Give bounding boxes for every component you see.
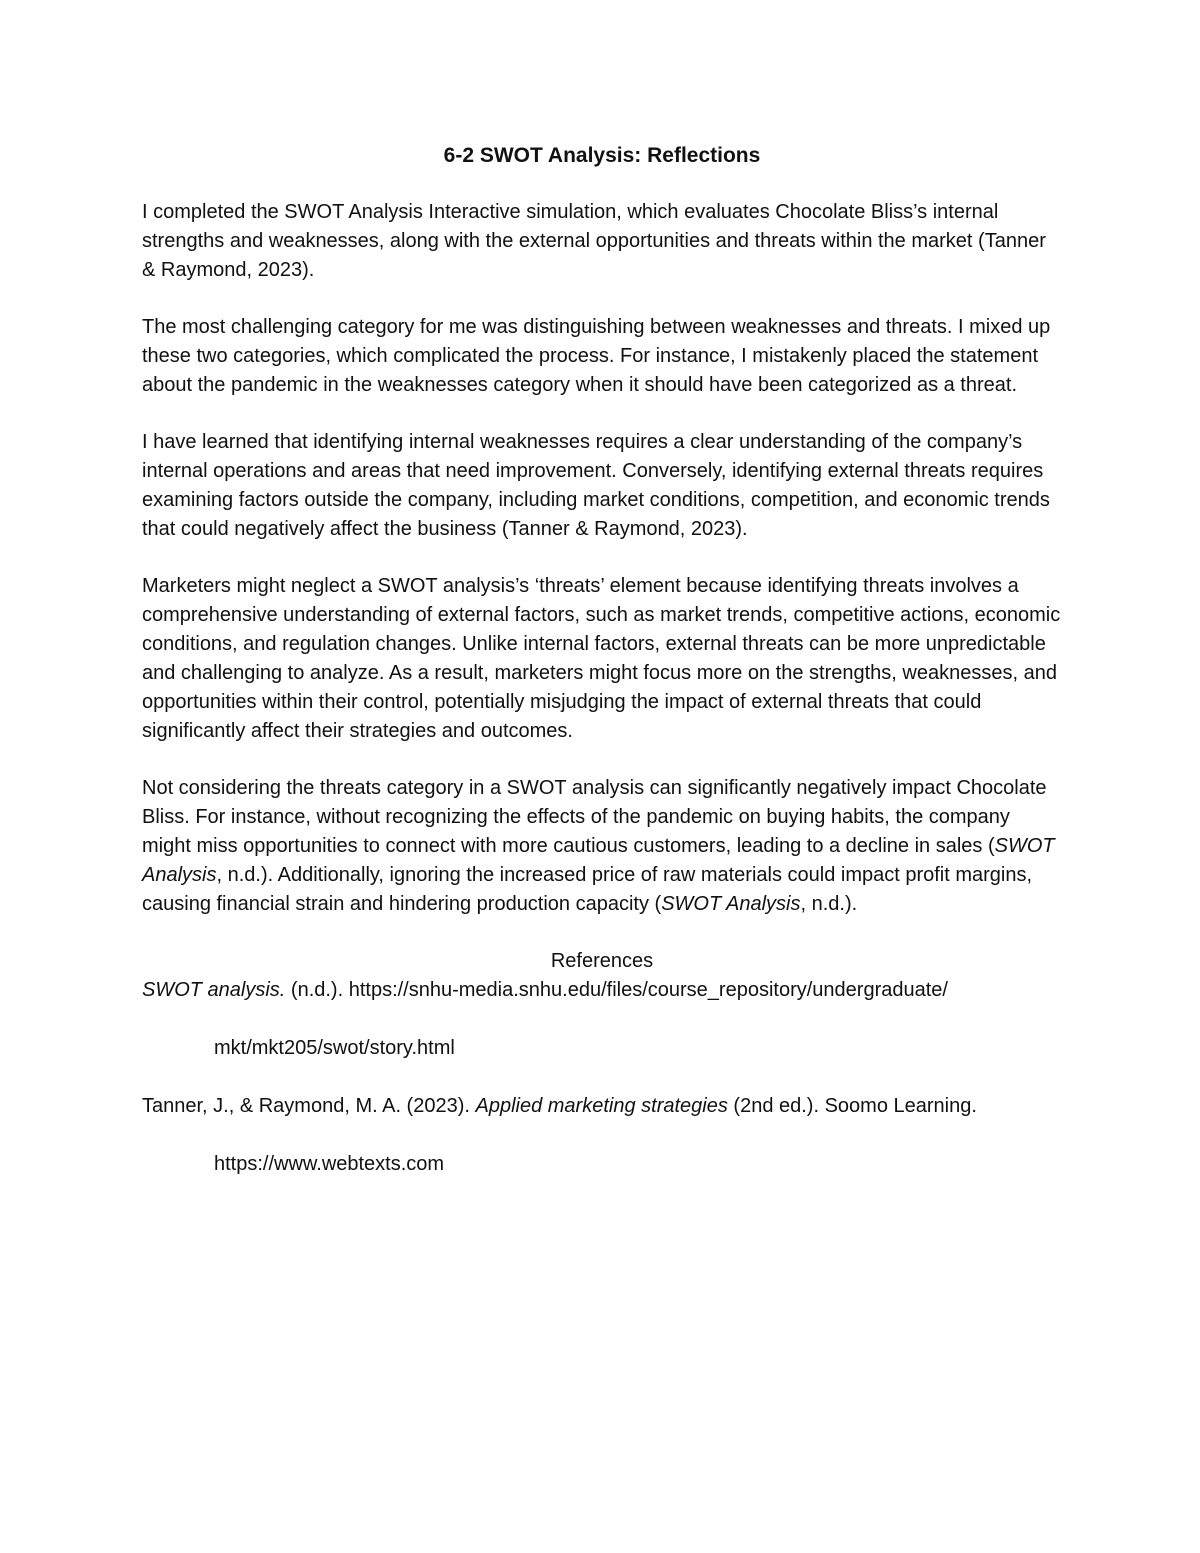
reference-continuation: mkt/mkt205/swot/story.html <box>214 1037 455 1059</box>
references-heading: References <box>550 950 654 972</box>
paragraphs <box>142 198 1062 919</box>
paragraph-text: , n.d.). <box>800 893 858 915</box>
paragraph-5 <box>142 774 1062 919</box>
paragraph-text: I completed the SWOT Analysis Interactive simulation, which evaluates Chocolate Bliss’s internal strengths and weaknesses, along with the external opportunities and threats within the market (Tanner & Raymond, 2023). <box>142 201 1046 281</box>
reference-entry-2 <box>142 1092 1062 1179</box>
reference-continuation: https://www.webtexts.com <box>214 1153 445 1175</box>
reference-text: (2nd ed.). Soomo Learning. <box>727 1095 977 1117</box>
reference-title-italic: SWOT analysis. <box>142 979 286 1001</box>
citation-italic: SWOT Analysis <box>142 835 1055 886</box>
citation-italic: SWOT Analysis <box>661 893 801 915</box>
paragraph-text: The most challenging category for me was distinguishing between weaknesses and threats. I mixed up these two categories, which complicated the process. For instance, I mistakenly placed the statement about the pandemic in the weaknesses category when it should have been categorized as a threat. <box>142 316 1051 396</box>
line-gap <box>142 1121 1062 1150</box>
reference-title-italic: Applied marketing strategies <box>475 1095 728 1117</box>
document-title: 6-2 SWOT Analysis: Reflections <box>443 144 761 167</box>
paragraph-text: , n.d.). Additionally, ignoring the increased price of raw materials could impact profit margins, causing financial strain and hindering production capacity ( <box>142 864 1033 915</box>
paragraph-text: I have learned that identifying internal weaknesses requires a clear understanding of the company’s internal operations and areas that need improvement. Conversely, identifying external threats requires examining factors outside the company, including market conditions, competition, and economic trends that could negatively affect the business (Tanner & Raymond, 2023). <box>142 431 1050 540</box>
paragraph-2 <box>142 313 1062 400</box>
reference-first-line <box>142 976 1062 1005</box>
reference-entry-1 <box>142 976 1062 1063</box>
paragraph-1 <box>142 198 1062 285</box>
document-body <box>142 141 1062 1179</box>
line-gap <box>142 1063 1062 1092</box>
reference-text: (n.d.). https://snhu-media.snhu.edu/files/course_repository/undergraduate/ <box>285 979 948 1001</box>
reference-first-line <box>142 1092 1062 1121</box>
paragraph-3 <box>142 428 1062 544</box>
paragraph-text: Not considering the threats category in a SWOT analysis can significantly negatively impact Chocolate Bliss. For instance, without recognizing the effects of the pandemic on buying habits, the company might miss opportunities to connect with more cautious customers, leading to a decline in sales ( <box>142 777 1047 857</box>
reference-text: Tanner, J., & Raymond, M. A. (2023). <box>142 1095 476 1117</box>
paragraph-4 <box>142 572 1062 746</box>
line-gap <box>142 1005 1062 1034</box>
paragraph-text: Marketers might neglect a SWOT analysis’s ‘threats’ element because identifying threats involves a comprehensive understanding of external factors, such as market trends, competitive actions, economic conditions, and regulation changes. Unlike internal factors, external threats can be more unpredictable and challenging to analyze. As a result, marketers might focus more on the strengths, weaknesses, and opportunities within their control, potentially misjudging the impact of external threats that could significantly affect their strategies and outcomes. <box>142 575 1061 742</box>
